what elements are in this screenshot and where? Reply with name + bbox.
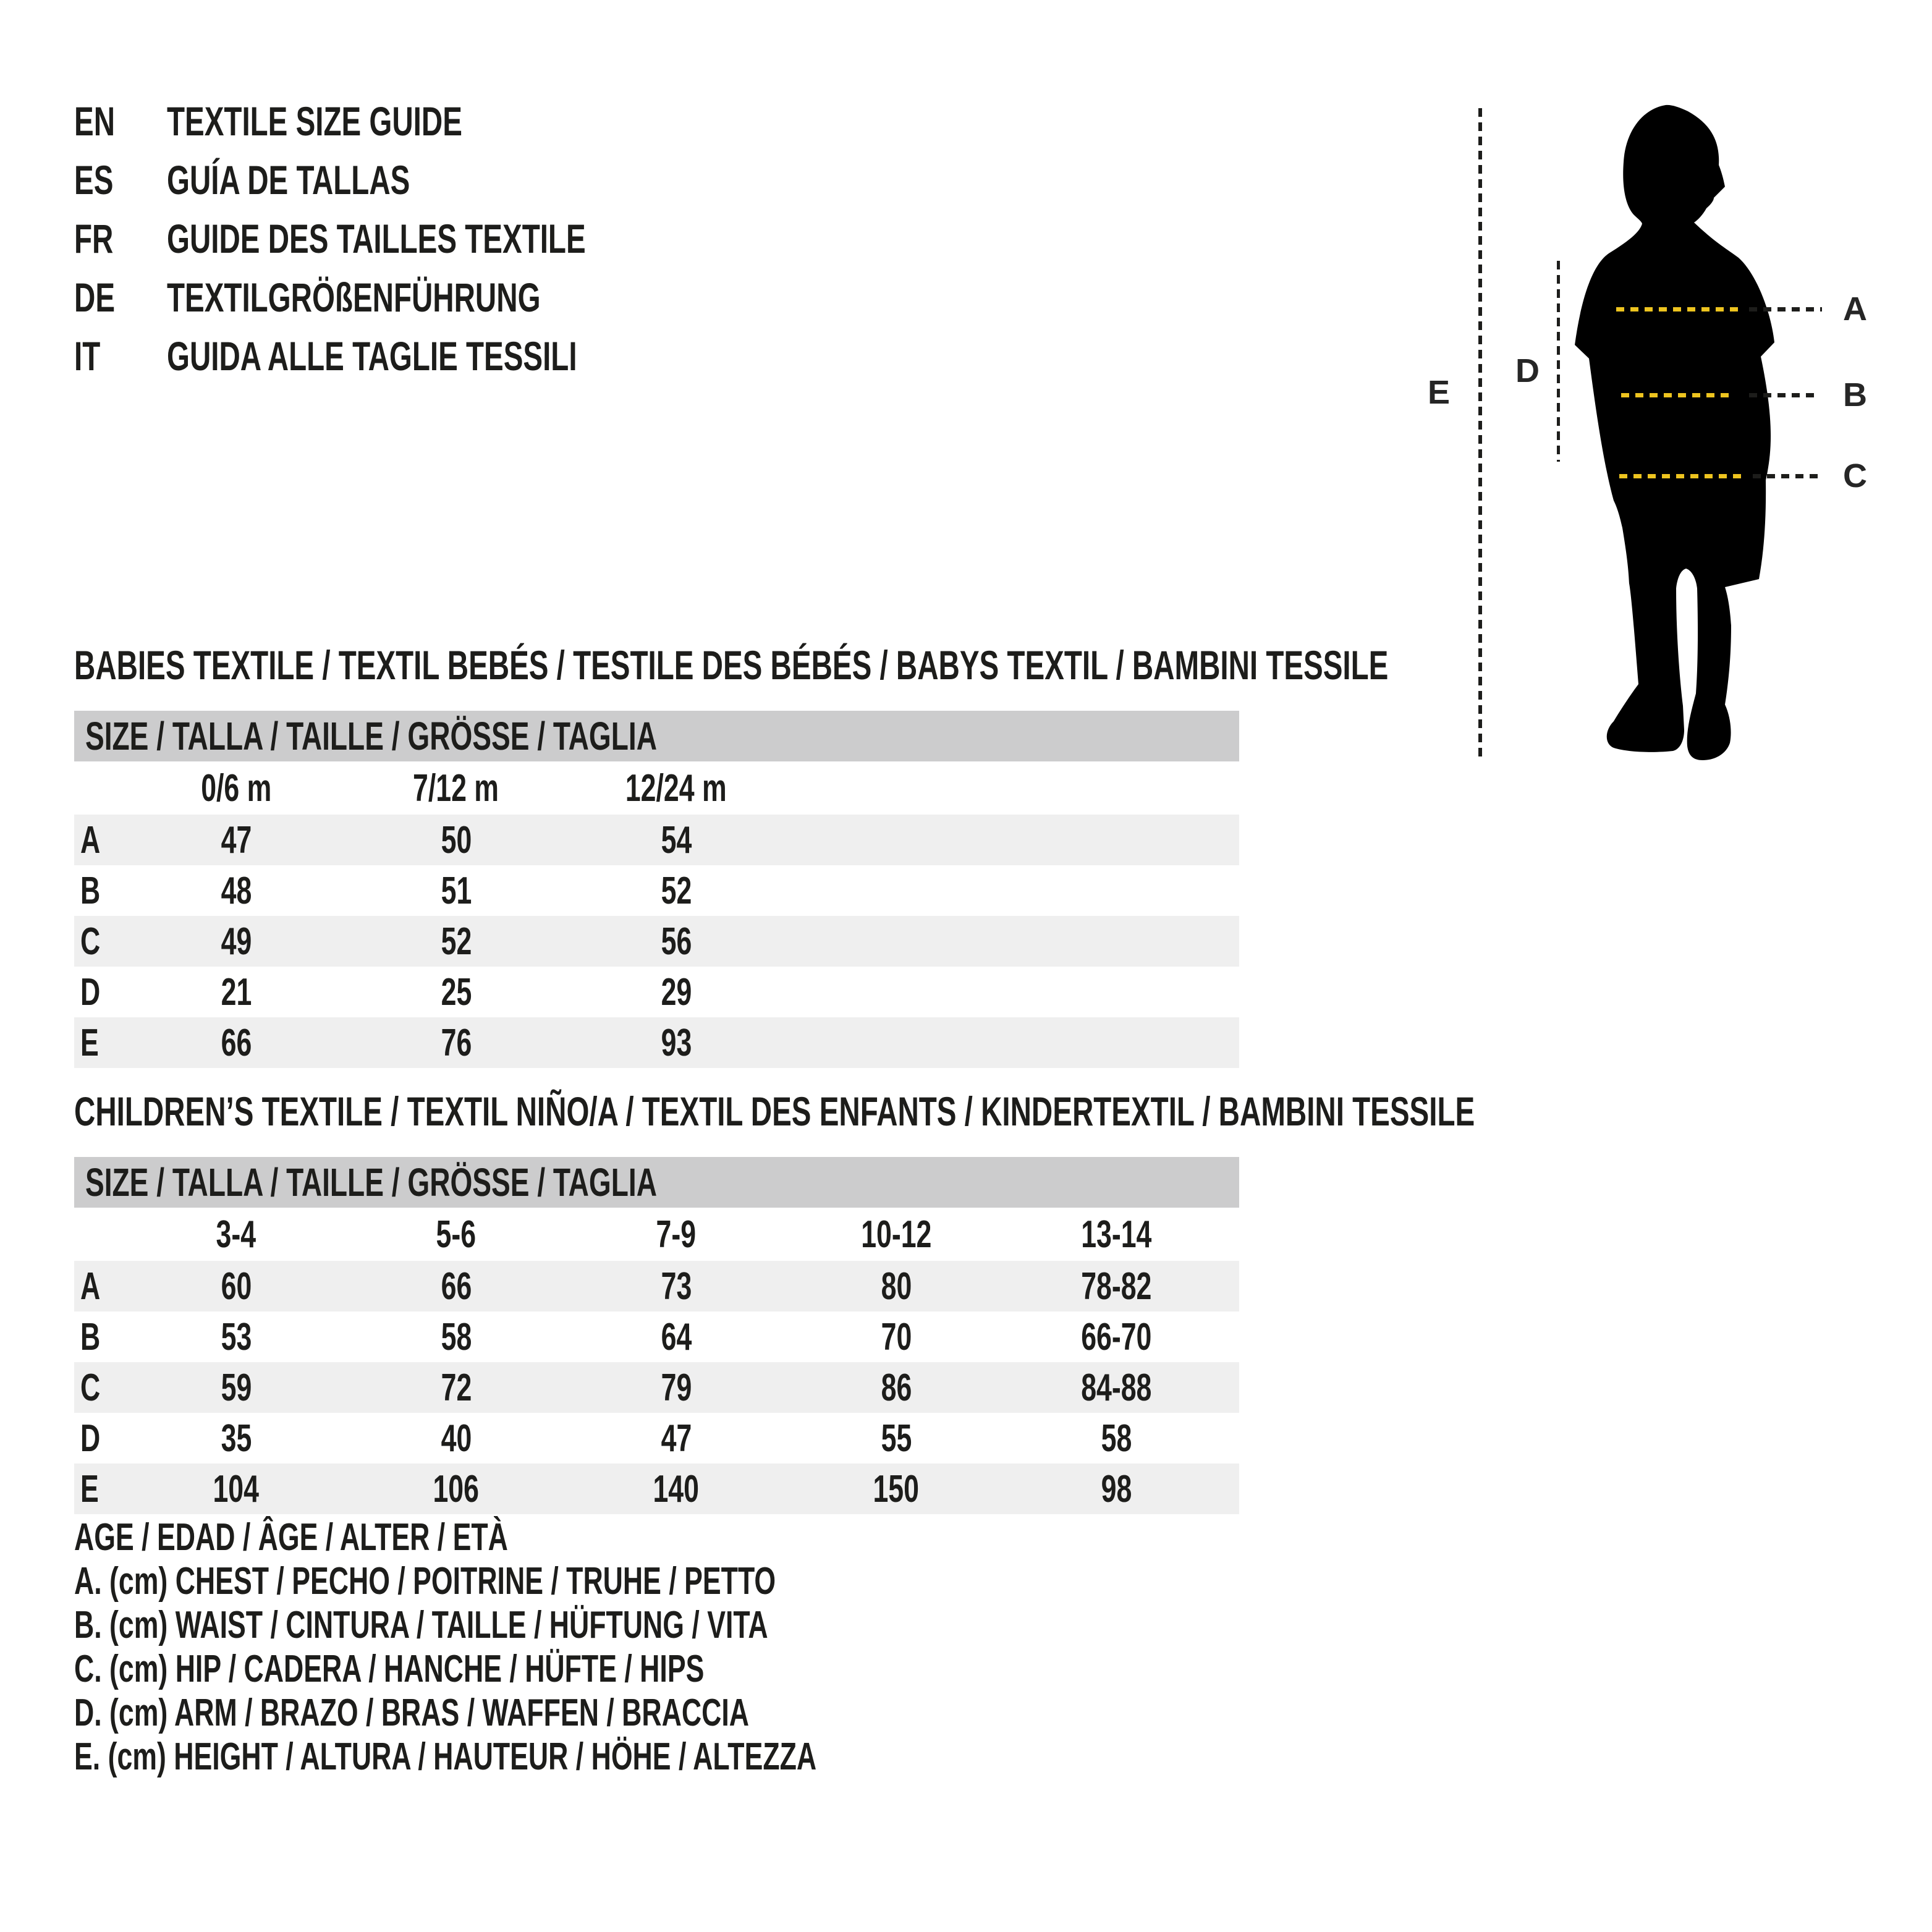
legend-hip: C. (cm) HIP / CADERA / HANCHE / HÜFTE / HIPS — [74, 1648, 705, 1690]
title-es: GUÍA DE TALLAS — [167, 156, 410, 203]
legend-waist: B. (cm) WAIST / CINTURA / TAILLE / HÜFTUNG / VITA — [74, 1604, 768, 1646]
babies-section-heading: BABIES TEXTILE / TEXTIL BEBÉS / TESTILE DES BÉBÉS / BABYS TEXTIL / BAMBINI TESSILE — [74, 642, 1389, 688]
children-section-heading: CHILDREN’S TEXTILE / TEXTIL NIÑO/A / TEXTIL DES ENFANTS / KINDERTEXTIL / BAMBINI TESSILE — [74, 1088, 1475, 1134]
marker-e-label: E — [1428, 374, 1451, 411]
legend-arm: D. (cm) ARM / BRAZO / BRAS / WAFFEN / BRACCIA — [74, 1692, 750, 1734]
children-column-header-row — [74, 1208, 1239, 1261]
legend-age: AGE / EDAD / ÂGE / ALTER / ETÀ — [74, 1516, 508, 1559]
children-col-4: 13-14 — [1080, 1213, 1152, 1256]
chest-line-black — [1749, 307, 1822, 311]
table-row: C 49 52 56 — [74, 916, 1239, 967]
children-col-3: 10-12 — [860, 1213, 932, 1256]
children-col-2: 7-9 — [656, 1213, 697, 1256]
table-row: C 59 72 79 86 84-88 — [74, 1362, 1239, 1413]
children-col-0: 3-4 — [216, 1213, 256, 1256]
arm-measure-line — [1557, 261, 1560, 462]
marker-c-label: C — [1843, 457, 1867, 494]
title-row-it — [74, 326, 748, 385]
title-en: TEXTILE SIZE GUIDE — [167, 98, 462, 144]
title-row-de — [74, 268, 748, 326]
waist-line-yellow — [1621, 393, 1735, 397]
measurement-legend — [74, 1515, 1105, 1779]
children-col-1: 5-6 — [436, 1213, 477, 1256]
title-de: TEXTILGRÖßENFÜHRUNG — [167, 274, 541, 320]
table-row: D 21 25 29 — [80, 970, 692, 1014]
table-row: B 53 58 64 70 66-70 — [80, 1315, 1152, 1358]
babies-size-header-bar: SIZE / TALLA / TAILLE / GRÖSSE / TAGLIA — [74, 711, 1239, 761]
table-row: D 35 40 47 55 58 — [80, 1417, 1132, 1460]
marker-a-label: A — [1843, 290, 1867, 328]
child-silhouette-icon — [1570, 99, 1792, 766]
children-size-header-bar: SIZE / TALLA / TAILLE / GRÖSSE / TAGLIA — [74, 1157, 1239, 1208]
lang-code-de: DE — [74, 274, 116, 320]
table-row: A 47 50 54 — [74, 815, 1239, 865]
babies-size-table — [74, 711, 1239, 1068]
title-row-fr — [74, 209, 748, 268]
lang-code-fr: FR — [74, 215, 114, 261]
lang-code-es: ES — [74, 156, 114, 203]
babies-col-1: 7/12 m — [413, 766, 499, 810]
table-row: E 66 76 93 — [74, 1017, 1239, 1068]
table-row: E 104 106 140 150 98 — [74, 1464, 1239, 1514]
babies-col-0: 0/6 m — [200, 766, 272, 810]
title-fr: GUIDE DES TAILLES TEXTILE — [167, 215, 586, 261]
hip-line-yellow — [1619, 474, 1745, 478]
marker-b-label: B — [1843, 376, 1867, 413]
marker-d-label: D — [1515, 352, 1540, 389]
hip-line-black — [1753, 474, 1822, 478]
language-title-block — [74, 91, 748, 385]
babies-col-2: 12/24 m — [625, 766, 727, 810]
waist-line-black — [1749, 393, 1820, 397]
legend-chest: A. (cm) CHEST / PECHO / POITRINE / TRUHE / PETTO — [74, 1560, 776, 1603]
table-row: A 60 66 73 80 78-82 — [74, 1261, 1239, 1311]
title-row-es — [74, 150, 748, 209]
chest-line-yellow — [1616, 307, 1743, 311]
babies-column-header-row — [74, 761, 1239, 815]
lang-code-it: IT — [74, 333, 101, 379]
title-row-en — [74, 91, 748, 150]
height-measure-line — [1478, 108, 1482, 762]
children-size-table — [74, 1157, 1239, 1514]
title-it: GUIDA ALLE TAGLIE TESSILI — [167, 333, 577, 379]
lang-code-en: EN — [74, 98, 116, 144]
legend-height: E. (cm) HEIGHT / ALTURA / HAUTEUR / HÖHE / ALTEZZA — [74, 1735, 817, 1778]
table-row: B 48 51 52 — [80, 869, 692, 912]
